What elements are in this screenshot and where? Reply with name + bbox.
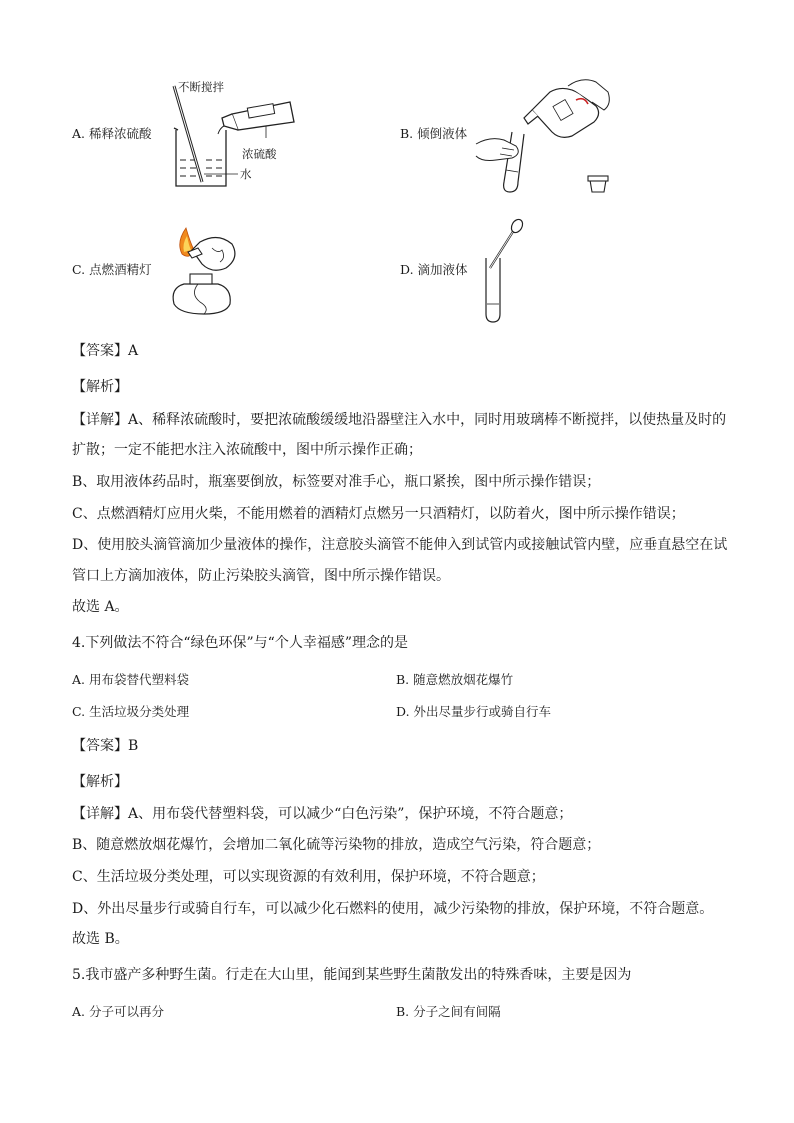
q3-explanation-line: B、取用液体药品时，瓶塞要倒放，标签要对准手心，瓶口紧挨，图中所示操作错误；	[72, 474, 601, 490]
q5-option-b: B. 分子之间有间隔	[396, 1004, 501, 1019]
acid-label: 浓硫酸	[242, 147, 277, 161]
stir-label: 不断搅拌	[178, 80, 224, 94]
q4-option-d: D. 外出尽量步行或骑自行车	[396, 704, 552, 719]
q3-option-a: A. 稀释浓硫酸	[72, 126, 152, 141]
q3-analysis-heading: 【解析】	[72, 379, 128, 395]
q4-explanation-line: B、随意燃放烟花爆竹，会增加二氧化硫等污染物的排放，造成空气污染，符合题意；	[72, 837, 601, 853]
q5-option-a: A. 分子可以再分	[72, 1004, 164, 1019]
water-label: 水	[240, 167, 252, 181]
dropper-figure	[476, 218, 526, 326]
q3-explanation-line: 【详解】A、稀释浓硫酸时，要把浓硫酸缓缓地沿器壁注入水中，同时用玻璃棒不断搅拌，以使热量及时的	[72, 412, 727, 428]
q3-choose: 故选 A。	[72, 599, 129, 615]
q4-analysis-heading: 【解析】	[72, 774, 128, 790]
q3-explanation-line: 扩散；一定不能把水注入浓硫酸中，图中所示操作正确；	[72, 442, 422, 458]
q3-explanation-line: 管口上方滴加液体，防止污染胶头滴管，图中所示操作错误。	[72, 568, 450, 584]
q4-stem: 4.下列做法不符合“绿色环保”与“个人幸福感”理念的是	[72, 635, 408, 651]
q4-explanation-line: D、外出尽量步行或骑自行车，可以减少化石燃料的使用，减少污染物的排放，保护环境，不符合题意。	[72, 901, 714, 917]
q4-option-b: B. 随意燃放烟花爆竹	[396, 672, 514, 687]
q3-option-d: D. 滴加液体	[400, 262, 468, 277]
q5-stem: 5.我市盛产多种野生菌。行走在大山里，能闻到某些野生菌散发出的特殊香味，主要是因为	[72, 967, 632, 983]
q4-explanation-line: 【详解】A、用布袋代替塑料袋，可以减少“白色污染”，保护环境，不符合题意；	[72, 806, 573, 822]
q3-explanation-line: C、点燃酒精灯应用火柴，不能用燃着的酒精灯点燃另一只酒精灯，以防着火，图中所示操作错误；	[72, 506, 685, 522]
q3-option-c: C. 点燃酒精灯	[72, 262, 152, 277]
q3-explanation-line: D、使用胶头滴管滴加少量液体的操作，注意胶头滴管不能伸入到试管内或接触试管内壁，应垂直悬空在试	[72, 537, 728, 553]
pour-liquid-figure	[472, 70, 622, 198]
q3-option-b: B. 倾倒液体	[400, 126, 468, 141]
q4-answer: 【答案】B	[72, 738, 139, 754]
q4-option-c: C. 生活垃圾分类处理	[72, 704, 190, 719]
q4-option-a: A. 用布袋替代塑料袋	[72, 672, 189, 687]
q4-explanation-line: C、生活垃圾分类处理，可以实现资源的有效利用，保护环境，不符合题意；	[72, 869, 545, 885]
dilute-acid-figure	[160, 78, 310, 196]
q4-choose: 故选 B。	[72, 931, 129, 947]
alcohol-lamp-figure	[160, 224, 250, 316]
q3-answer: 【答案】A	[72, 343, 139, 359]
